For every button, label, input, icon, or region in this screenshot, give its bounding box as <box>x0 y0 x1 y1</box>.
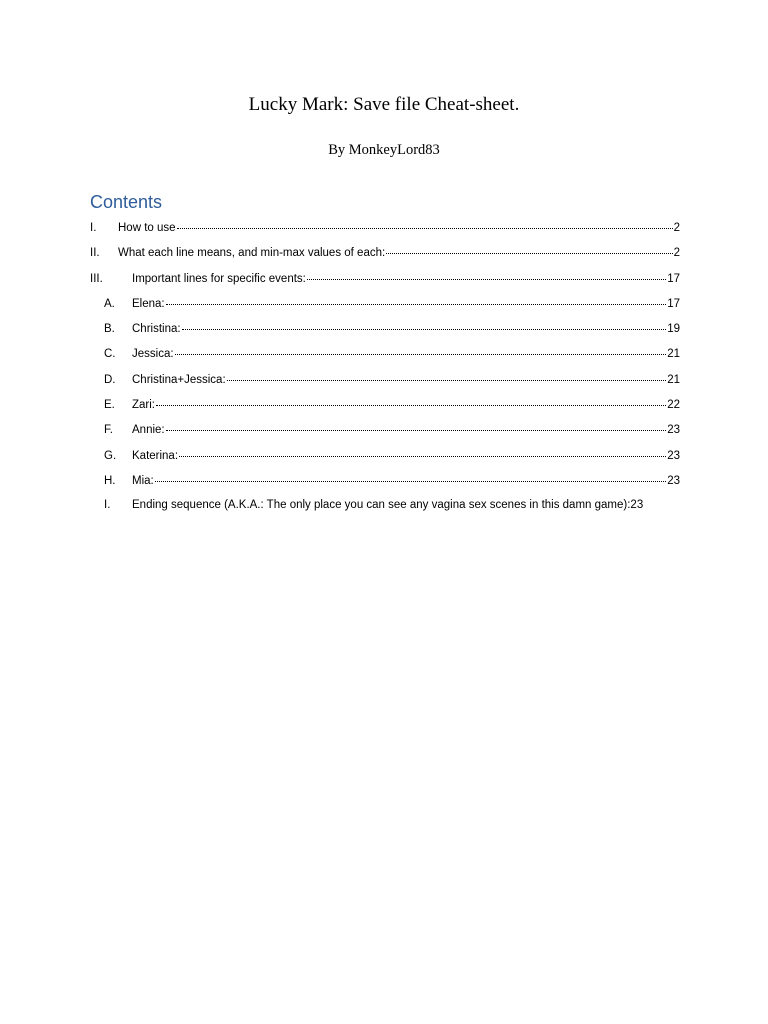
document-author: By MonkeyLord83 <box>328 142 440 158</box>
toc-entry-title: What each line means, and min-max values of each: <box>118 247 386 260</box>
toc-entry-number: E. <box>104 399 115 412</box>
toc-entry-number: A. <box>104 297 115 310</box>
toc-entry-page: 17 <box>667 297 680 310</box>
toc-entry-annie[interactable] <box>90 420 680 445</box>
toc-entry-page: 22 <box>667 399 680 412</box>
toc-entry-page: 2 <box>673 222 680 234</box>
toc-entry-number: III. <box>90 272 103 285</box>
toc-entry-number: C. <box>104 348 116 361</box>
toc-dot-leader <box>156 393 666 406</box>
toc-entry-number: D. <box>104 373 116 386</box>
toc-entry-number: F. <box>104 424 113 437</box>
toc-entry-title: Christina: <box>132 323 181 336</box>
toc-entry-page: 2 <box>673 247 680 260</box>
toc-entry-page: 17 <box>667 272 680 285</box>
toc-entry-title: Mia: <box>132 474 154 487</box>
toc-dot-leader <box>182 317 667 330</box>
toc-heading: Contents <box>90 192 163 212</box>
toc-dot-leader <box>307 267 666 280</box>
toc-entry-number: H. <box>104 474 116 487</box>
toc-entry-katerina[interactable] <box>90 446 680 471</box>
toc-entry-christina-jessica[interactable] <box>90 370 680 395</box>
toc-dot-leader <box>166 292 667 305</box>
toc-entry-number: B. <box>104 323 115 336</box>
toc-entry-number: I. <box>104 499 111 512</box>
toc-entry-christina[interactable] <box>90 319 680 344</box>
toc-entry-page: 23 <box>667 474 680 487</box>
toc-entry-page: 21 <box>667 373 680 386</box>
toc-dot-leader <box>175 342 667 355</box>
toc-entry-page: 23 <box>667 449 680 462</box>
toc-entry-title: Important lines for specific events: <box>132 272 306 285</box>
toc-entry-jessica[interactable] <box>90 344 680 369</box>
toc-entry-title: How to use <box>118 222 176 234</box>
toc-entry-title: Elena: <box>132 297 165 310</box>
toc-entry-title: Christina+Jessica: <box>132 373 226 386</box>
toc-entry-page: 23 <box>630 499 644 512</box>
toc-dot-leader <box>155 469 666 482</box>
toc-entry-elena[interactable] <box>90 294 680 319</box>
toc-entry-line-meanings[interactable] <box>90 243 680 268</box>
toc-entry-zari[interactable] <box>90 395 680 420</box>
toc-entry-how-to-use[interactable] <box>90 218 680 243</box>
toc-entry-mia[interactable] <box>90 471 680 496</box>
document-title: Lucky Mark: Save file Cheat-sheet. <box>248 94 520 115</box>
toc-entry-number: I. <box>90 222 97 234</box>
toc-entry-page: 19 <box>667 323 680 336</box>
toc-entry-title: Jessica: <box>132 348 174 361</box>
toc-entry-important-lines[interactable] <box>90 269 680 294</box>
toc-dot-leader <box>166 418 667 431</box>
toc-dot-leader <box>179 444 666 457</box>
toc-entry-number: II. <box>90 247 100 260</box>
toc-entry-ending-sequence[interactable] <box>90 496 680 521</box>
toc-entry-title: Annie: <box>132 424 165 437</box>
toc-entry-number: G. <box>104 449 117 462</box>
toc-entry-title: Ending sequence (A.K.A.: The only place you can see any vagina sex scenes in this damn game): <box>132 499 631 512</box>
toc-entry-page: 23 <box>667 424 680 437</box>
toc-entry-title: Katerina: <box>132 449 179 462</box>
toc-entry-page: 21 <box>667 348 680 361</box>
table-of-contents <box>90 218 680 522</box>
toc-dot-leader <box>177 216 673 229</box>
toc-entry-title: Zari: <box>132 399 155 412</box>
toc-dot-leader <box>386 241 672 254</box>
toc-dot-leader <box>227 368 667 381</box>
